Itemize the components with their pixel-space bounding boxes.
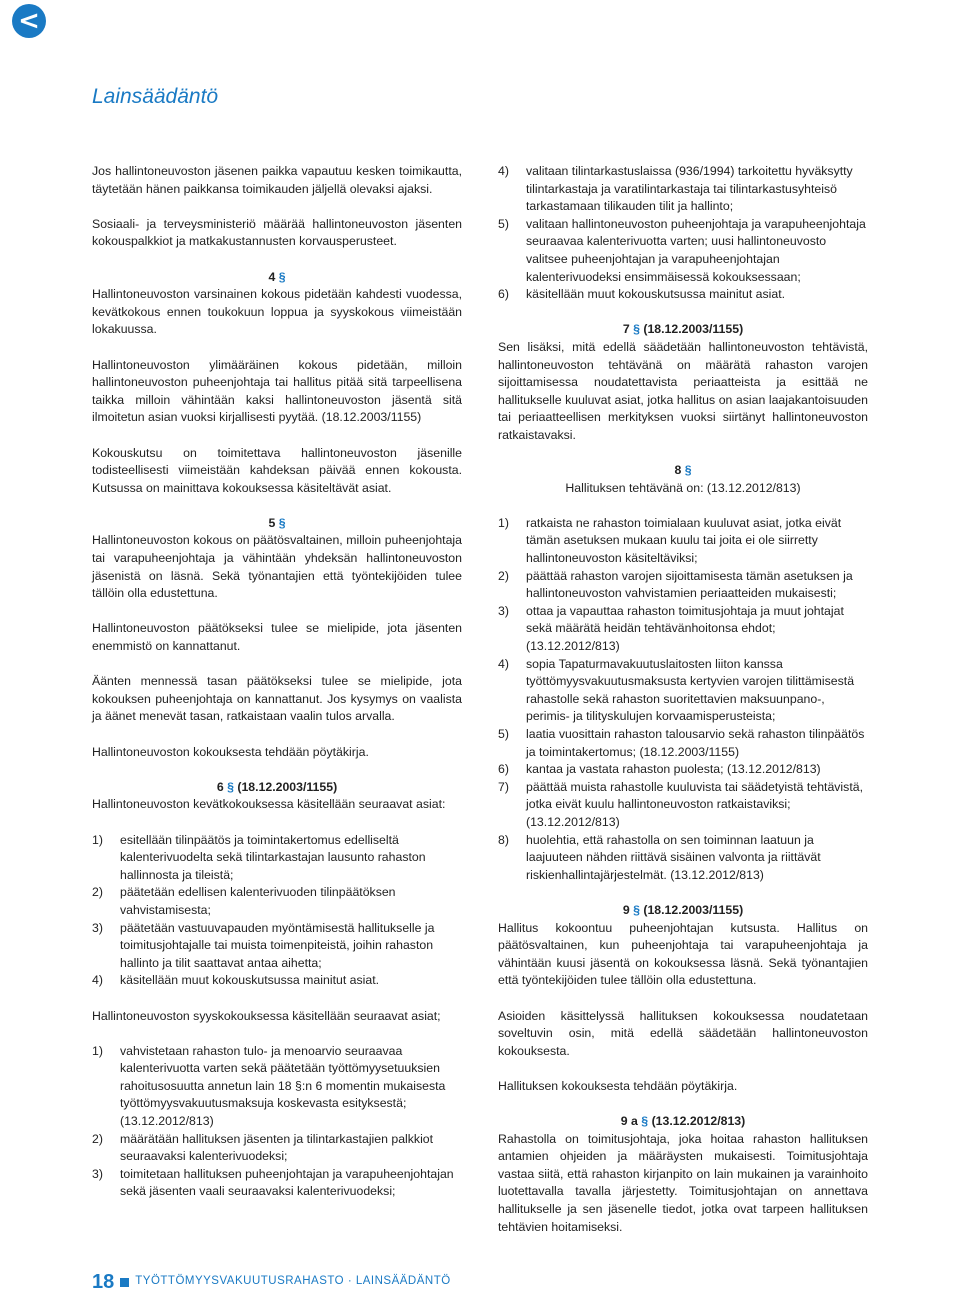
publication-name: TYÖTTÖMYYSVAKUUTUSRAHASTO · LAINSÄÄDÄNTÖ — [135, 1275, 451, 1288]
list-item-text: ottaa ja vapauttaa rahaston toimitusjohtaja ja muut johtajat sekä määrätä heidän tehtävänhoitonsa ehdot; (13.12.2012/813) — [526, 603, 844, 654]
section-sign: § — [278, 515, 286, 530]
list-item-text: vahvistetaan rahaston tulo- ja menoarvio seuraavaa kalenterivuotta varten sekä päätetään työttömyysetuuksien rahoitusosuutta annetun lain 18 §:n 6 momentin mukaisesta työttömyysvakuutusmaksuja koskevasta esityksestä; (13.12.2012/813) — [120, 1043, 446, 1129]
section-sign: § — [641, 1114, 649, 1129]
section-sign: § — [684, 463, 692, 478]
paragraph: Jos hallintoneuvoston jäsenen paikka vapautuu kesken toimikautta, täytetään hänen paikkansa toimikauden jäljellä olevaksi ajaksi. — [92, 164, 462, 196]
list-item — [92, 1131, 462, 1166]
list-item-number: 2) — [498, 568, 509, 583]
paragraph: Hallintoneuvoston kokouksesta tehdään pöytäkirja. — [92, 744, 369, 759]
list-item-number: 5) — [498, 216, 509, 231]
paragraph: Hallitus kokoontuu puheenjohtajan kutsusta. Hallitus on päätösvaltainen, kun puheenjohtaja tai varapuheenjohtaja ja vähintään kuusi jäsentä on kokouksessa läsnä. Sekä työnantajien että työntekijöiden tulee tällöin olla edustettuna. — [498, 920, 868, 988]
list-item-text: valitaan tilintarkastuslaissa (936/1994) tarkoitettu hyväksytty tilintarkastaja ja varatilintarkastaja tai tilintarkastusyhteisö tarkastamaan tilikauden tilit ja hallinto; — [526, 164, 853, 214]
autumn-meeting-list-continued — [498, 163, 868, 304]
list-item-number: 3) — [92, 1166, 103, 1181]
list-item-text: päätetään edellisen kalenterivuoden tilinpäätöksen vahvistamisesta; — [120, 885, 396, 917]
list-item-number: 4) — [498, 656, 509, 671]
section-heading-5: 5 § — [268, 515, 286, 530]
list-item-number: 5) — [498, 727, 509, 741]
page-title: Lainsäädäntö — [92, 85, 219, 108]
section-sign: § — [227, 779, 234, 794]
paragraph: Asioiden käsittelyssä hallituksen kokouksessa noudatetaan soveltuvin osin, mitä edellä säädetään hallintoneuvoston kokouksesta. — [498, 1008, 868, 1058]
list-item — [92, 832, 462, 885]
list-item-text: käsitellään muut kokouskutsussa mainitut asiat. — [526, 287, 786, 302]
chevron-left-icon: < — [18, 6, 40, 36]
back-button[interactable] — [12, 4, 46, 38]
list-item-number: 1) — [92, 832, 103, 847]
section-heading-8: 8 § — [674, 463, 692, 478]
paragraph: Äänten mennessä tasan päätökseksi tulee se mielipide, jota kokouksen puheenjohtaja on kannattanut. Jos kysymys on vaalista ja äänet menevät tasan, ratkaistaan vaalin tulos arvalla. — [92, 674, 462, 724]
list-item — [498, 163, 868, 216]
section-heading-6: 6 § (18.12.2003/1155) — [216, 779, 338, 794]
spring-meeting-list — [92, 832, 462, 990]
list-item — [92, 920, 462, 973]
paragraph: Hallintoneuvoston kokous on päätösvaltainen, milloin puheenjohtaja tai varapuheenjohtaja ja vähintään yhdeksän hallintoneuvoston jäsenistä on läsnä. Sekä työnantajien että työntekijöiden tulee tällöin olla edustettuna. — [92, 533, 462, 601]
list-item-number: 2) — [92, 1131, 103, 1146]
autumn-meeting-list — [92, 1043, 462, 1201]
paragraph: Sen lisäksi, mitä edellä säädetään hallintoneuvoston tehtävistä, hallintoneuvoston tehtävänä on määrätä rahaston varojen sijoittamisessa noudatettavista periaatteista ja esittää ne hallitukselle kuuluvat asiat, jotka hallitus on asian laajakantoisuuden tai periaatteellisen merkityksen vuoksi siirtänyt hallintoneuvoston ratkaistavaksi. — [498, 339, 868, 442]
list-item — [498, 568, 868, 603]
list-item — [92, 972, 462, 990]
list-item-number: 4) — [92, 973, 103, 988]
list-item — [498, 603, 868, 656]
paragraph: Rahastolla on toimitusjohtaja, joka hoitaa rahaston hallituksen antamien ohjeiden ja määräysten mukaisesti. Toimitusjohtaja vastaa siitä, että rahaston kirjanpito on lain mukainen ja varainhoito luotettavalla tavalla järjestetty. Toimitusjohtajan on annettava hallitukselle ja sen jäsenelle tiedot, jotka ovat tarpeen hallituksen tehtävien hoitamiseksi. — [498, 1131, 868, 1234]
paragraph: Kokouskutsu on toimitettava hallintoneuvoston jäsenille todisteellisesti viimeistään kahdeksan päivää ennen kokousta. Kutsussa on mainittava kokouksessa käsiteltävät asiat. — [92, 445, 462, 495]
list-item-number: 1) — [498, 515, 509, 530]
list-item-text: kantaa ja vastata rahaston puolesta; (13.12.2012/813) — [526, 762, 821, 777]
board-duties-list — [498, 515, 868, 884]
list-item — [92, 1166, 462, 1201]
page-number: 18 — [92, 1271, 115, 1293]
paragraph: Hallintoneuvoston varsinainen kokous pidetään kahdesti vuodessa, kevätkokous ennen toukokuun loppua ja syyskokous viimeistään lokakuussa. — [92, 287, 462, 337]
section-heading-9: 9 § (18.12.2003/1155) — [622, 902, 744, 917]
left-column — [92, 163, 462, 1219]
list-item-text: sopia Tapaturmavakuutuslaitosten liiton kanssa työttömyysvakuutusmaksusta kertyvien varojen tilittämisestä rahastolle sekä rahaston suoritettavien maksuunpano-, perimis- ja tilityskulujen korvaamisperusteista; — [526, 656, 855, 724]
list-item-number: 6) — [498, 287, 509, 302]
list-item-number: 8) — [498, 832, 509, 847]
list-item-number: 3) — [92, 920, 103, 935]
list-item-text: laatia vuosittain rahaston talousarvio sekä rahaston tilinpäätös ja toimintakertomus; (18.12.2003/1155) — [526, 727, 865, 759]
paragraph: Hallintoneuvoston ylimääräinen kokous pidetään, milloin hallintoneuvoston puheenjohtaja tai hallitus pitää sitä tarpeellisena taikka milloin vähintään kaksi hallintoneuvoston jäsentä sitä ilmoitetun asian vuoksi kirjallisesti pyytää. (18.12.2003/1155) — [92, 357, 462, 425]
section-sign: § — [633, 902, 640, 917]
list-item-text: määrätään hallituksen jäsenten ja tilintarkastajien palkkiot seuraavaksi kalenterivuodeksi; — [120, 1131, 434, 1164]
list-item-text: päättää rahaston varojen sijoittamisesta tämän asetuksen ja hallintoneuvoston vahvistamien periaatteiden mukaisesti; — [526, 568, 853, 601]
paragraph: Hallintoneuvoston syyskokouksessa käsitellään seuraavat asiat; — [92, 1008, 441, 1023]
paragraph: Hallintoneuvoston päätökseksi tulee se mielipide, jota jäsenten enemmistö on kannattanut. — [92, 621, 462, 654]
list-item-text: päättää muista rahastolle kuuluvista tai säädetyistä tehtävistä, jotka eivät kuulu hallintoneuvoston ratkaistaviksi; (13.12.2012/813) — [526, 779, 863, 829]
paragraph: Hallintoneuvoston kevätkokouksessa käsitellään seuraavat asiat: — [92, 797, 446, 812]
section-sign: § — [278, 269, 286, 284]
paragraph: Hallituksen kokouksesta tehdään pöytäkirja. — [498, 1078, 738, 1093]
section-heading-7: 7 § (18.12.2003/1155) — [622, 322, 744, 337]
list-item — [498, 726, 868, 761]
list-item-number: 3) — [498, 603, 509, 618]
list-item — [498, 515, 868, 568]
list-item — [498, 779, 868, 832]
list-item-text: päätetään vastuuvapauden myöntämisestä hallitukselle ja toimitusjohtajalle tai muista toimenpiteistä, joihin rahaston hallinto ja tilit saattavat antaa aihetta; — [120, 920, 435, 970]
section-sign: § — [633, 322, 640, 337]
list-item-text: esitellään tilinpäätös ja toimintakertomus edelliseltä kalenterivuodelta sekä tilintarkastajan lausunto rahaston hallinnosta ja tileistä; — [120, 832, 426, 882]
paragraph: Sosiaali- ja terveysministeriö määrää hallintoneuvoston jäsenten kokouspalkkiot ja matkakustannusten korvausperusteet. — [92, 216, 462, 249]
list-item-text: valitaan hallintoneuvoston puheenjohtaja ja varapuheenjohtaja seuraavaa kalenterivuotta varten; uusi hallintoneuvosto valitsee puheenjohtajan ja varapuheenjohtajan kalenterivuodeksi ensimmäisessä kokouksessaan; — [526, 216, 866, 284]
list-item — [498, 761, 868, 779]
list-item-number: 7) — [498, 779, 509, 794]
list-item — [498, 286, 868, 304]
section-heading-9a: 9 a § (13.12.2012/813) — [620, 1114, 746, 1129]
section-subheading: Hallituksen tehtävänä on: (13.12.2012/813) — [565, 480, 801, 495]
list-item-number: 1) — [92, 1043, 103, 1058]
list-item-text: huolehtia, että rahastolla on sen toiminnan laatuun ja laajuuteen nähden riittävä sisäinen valvonta ja riittävät riskienhallintajärjestelmät. (13.12.2012/813) — [526, 832, 821, 882]
square-icon — [120, 1278, 129, 1287]
list-item — [498, 216, 868, 286]
section-heading-4: 4 § — [268, 269, 286, 284]
list-item — [92, 1043, 462, 1131]
list-item-text: toimitetaan hallituksen puheenjohtajan ja varapuheenjohtajan sekä jäsenten vaali seuraavaksi kalenterivuodeksi; — [120, 1166, 454, 1199]
list-item — [498, 656, 868, 726]
right-column — [498, 163, 868, 1236]
list-item — [498, 832, 868, 885]
list-item-number: 6) — [498, 762, 509, 777]
list-item-text: käsitellään muut kokouskutsussa mainitut asiat. — [120, 973, 380, 988]
list-item-text: ratkaista ne rahaston toimialaan kuuluvat asiat, jotka eivät tämän asetuksen mukaan kuulu tai joita ei ole siirretty hallintoneuvoston käsiteltäviksi; — [526, 515, 842, 566]
list-item-number: 2) — [92, 885, 103, 900]
list-item — [92, 884, 462, 919]
list-item-number: 4) — [498, 164, 509, 178]
page-footer — [92, 1272, 451, 1292]
